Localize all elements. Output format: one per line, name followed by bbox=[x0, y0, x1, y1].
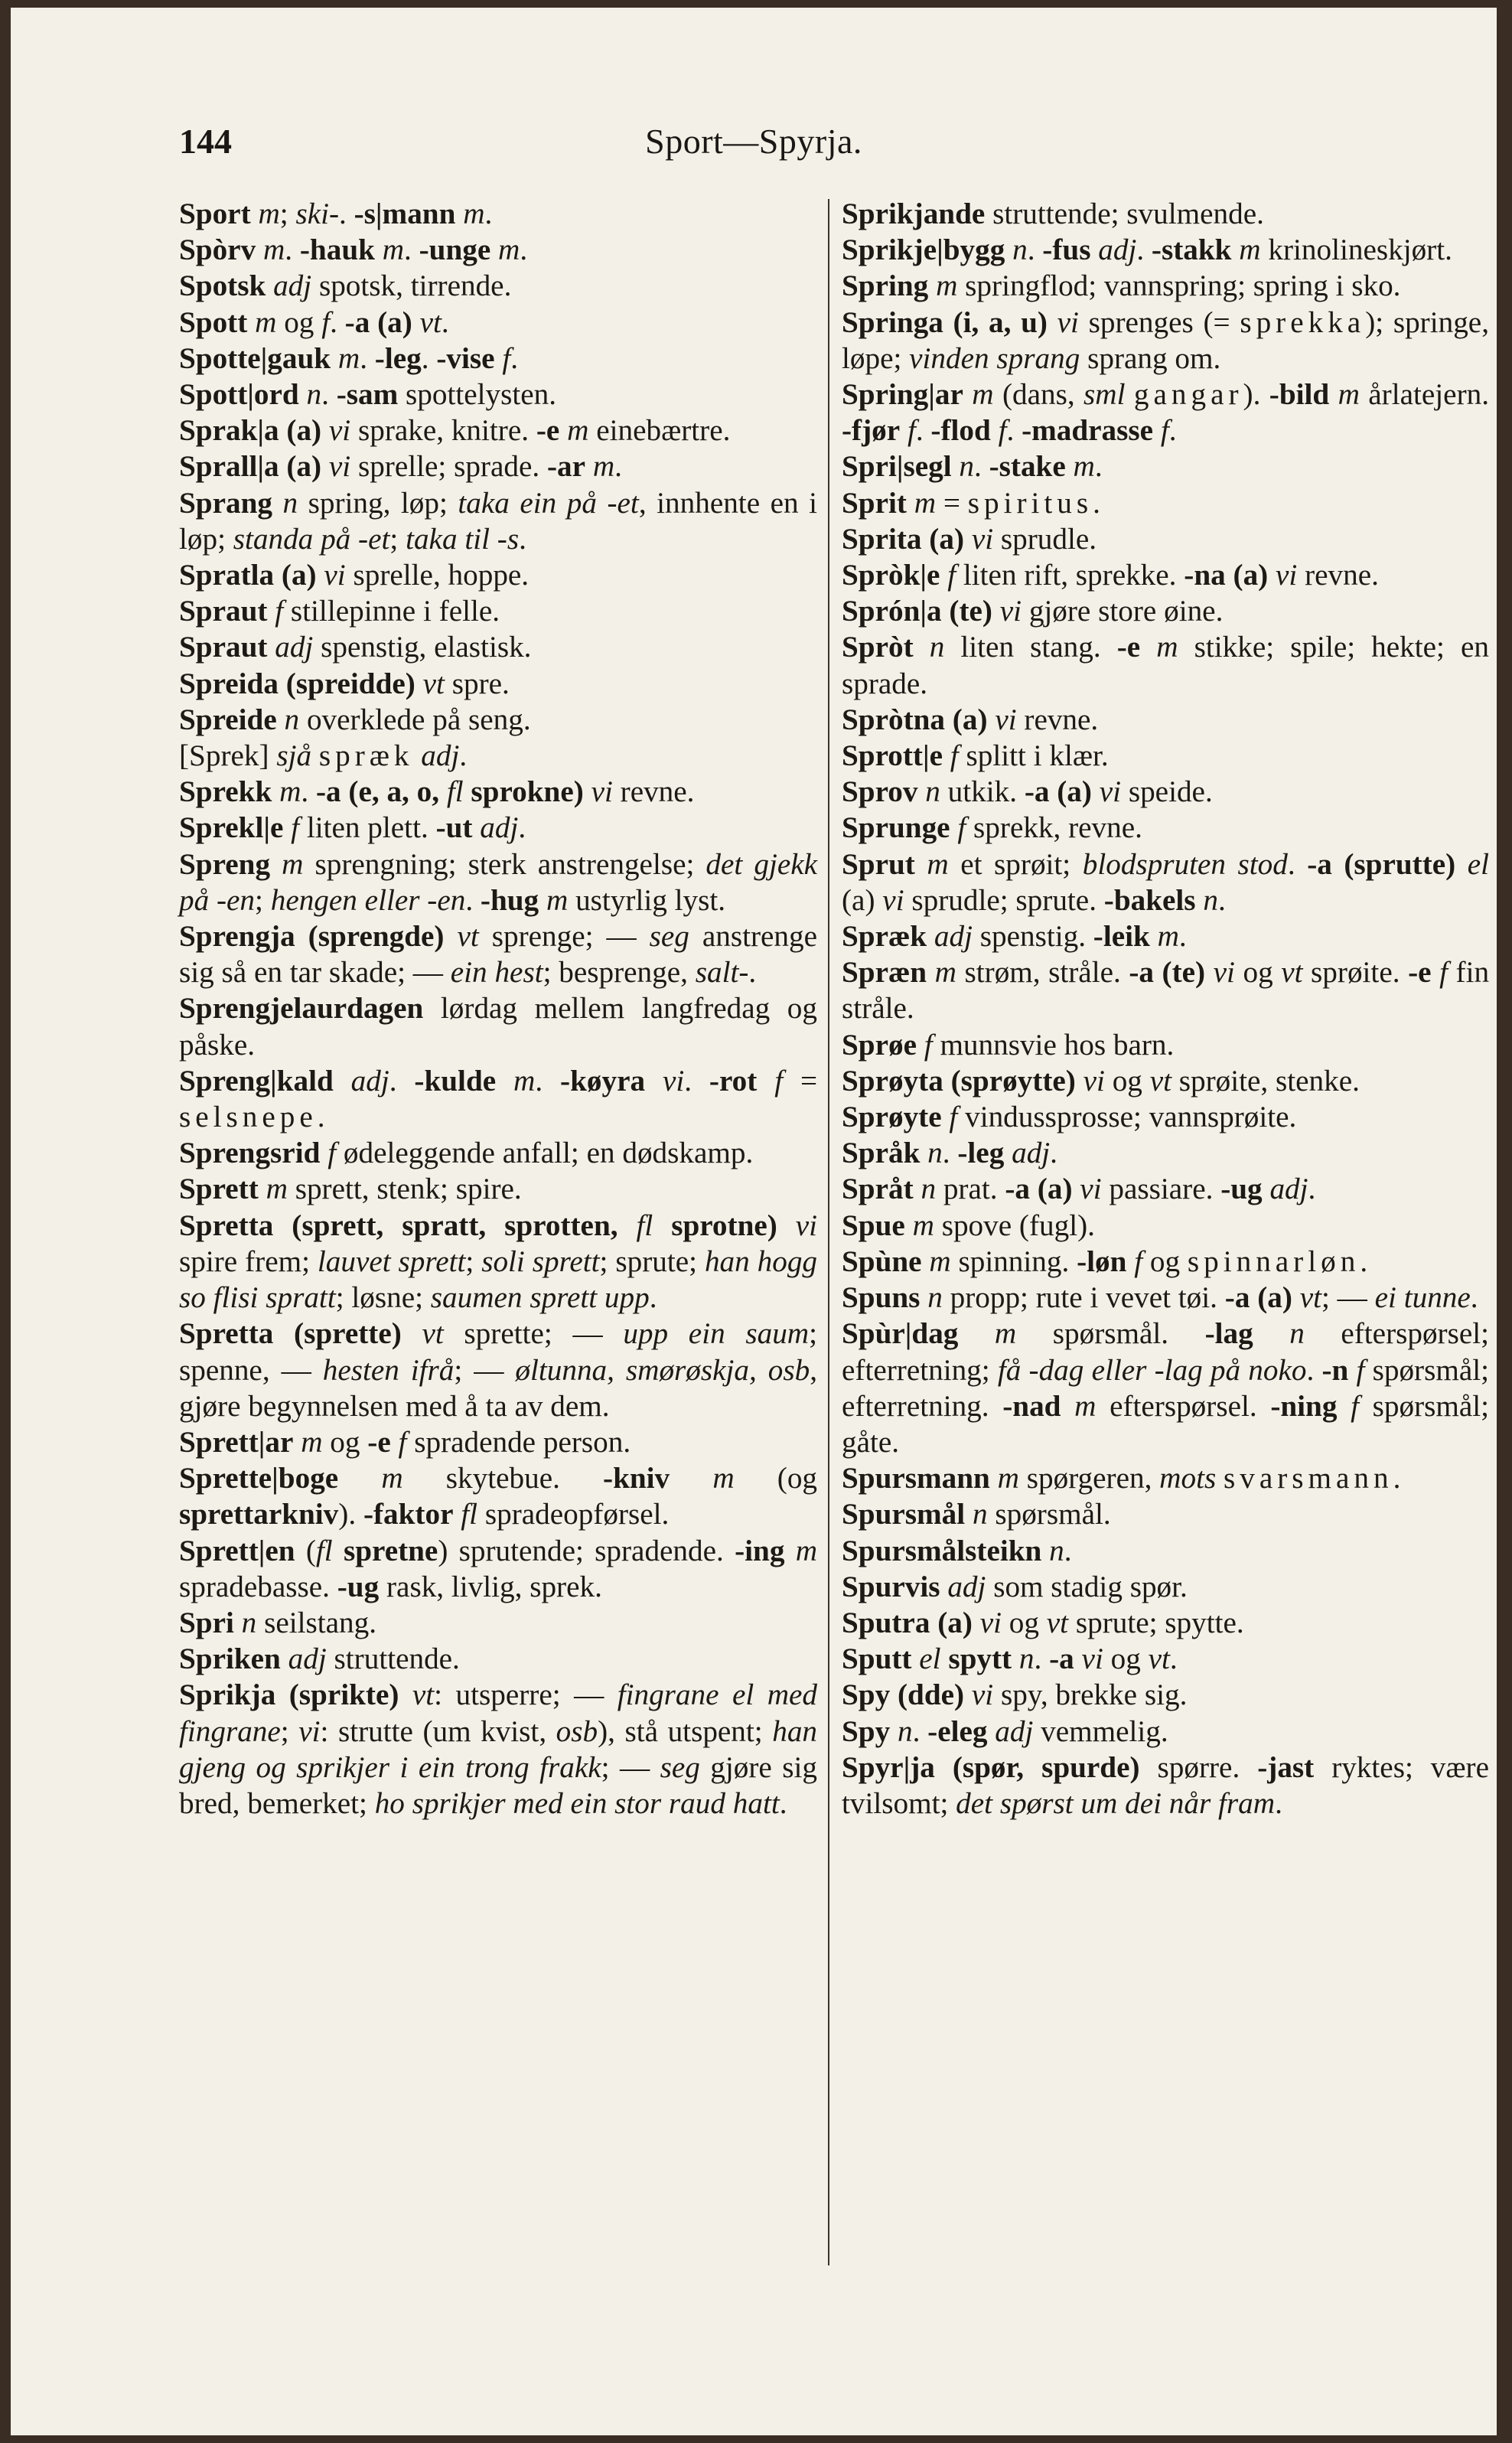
dictionary-entry: Sprøe f munnsvie hos barn. bbox=[842, 1028, 1175, 1062]
dictionary-entry: Sprott|e f splitt i klær. bbox=[842, 739, 1109, 773]
dictionary-entry: Sprita (a) vi sprudle. bbox=[842, 522, 1097, 556]
dictionary-entry: Sprett|en (fl spretne) sprutende; spradende. -ing m spradebasse. -ug rask, livlig, sprek. bbox=[179, 1534, 817, 1603]
page-header bbox=[11, 121, 1497, 174]
dictionary-entry: Spurvis adj som stadig spør. bbox=[842, 1570, 1188, 1603]
dictionary-entry: Sprall|a (a) vi sprelle; sprade. -ar m. bbox=[179, 450, 622, 484]
dictionary-entry: Spy (dde) vi spy, brekke sig. bbox=[842, 1678, 1188, 1712]
dictionary-entry: Spròt n liten stang. -e m stikke; spile; hekte; en sprade. bbox=[842, 631, 1489, 700]
dictionary-entry: Spring|ar m (dans, sml gangar). -bild m årlatejern. -fjør f. -flod f. -madrasse f. bbox=[842, 378, 1490, 448]
dictionary-entry: Spri|segl n. -stake m. bbox=[842, 450, 1103, 484]
dictionary-entry: Spy n. -eleg adj vemmelig. bbox=[842, 1714, 1168, 1748]
dictionary-entry: Spraut adj spenstig, elastisk. bbox=[179, 631, 532, 664]
dictionary-page bbox=[11, 8, 1497, 2435]
dictionary-entry: Sprikje|bygg n. -fus adj. -stakk m krinolineskjørt. bbox=[842, 233, 1452, 267]
left-column bbox=[179, 196, 817, 1822]
dictionary-entry: Spretta (sprett, spratt, sprotten, fl sprotne) vi spire frem; lauvet sprett; soli sprett; sprute; han hogg so flisi spratt; løsne; saumen sprett upp. bbox=[179, 1208, 818, 1315]
dictionary-entry: Sprunge f sprekk, revne. bbox=[842, 811, 1142, 845]
dictionary-entry: Spratla (a) vi sprelle, hoppe. bbox=[179, 559, 530, 592]
dictionary-entry: Spott|ord n. -sam spottelysten. bbox=[179, 378, 557, 412]
dictionary-entry: Spursmål n spørsmål. bbox=[842, 1498, 1111, 1531]
dictionary-entry: Sputt el spytt n. -a vi og vt. bbox=[842, 1642, 1178, 1676]
dictionary-entry: Spreng m sprengning; sterk anstrengelse; det gjekk på -en; hengen eller -en. -hug m ustyrlig lyst. bbox=[179, 847, 818, 917]
dictionary-entry: Spriken adj struttende. bbox=[179, 1642, 460, 1676]
dictionary-entry: Spræn m strøm, stråle. -a (te) vi og vt sprøite. -e f fin stråle. bbox=[842, 956, 1490, 1026]
dictionary-entry: Spursmann m spørgeren, mots svarsmann. bbox=[842, 1462, 1401, 1495]
dictionary-entry: Sprengjelaurdagen lørdag mellem langfredag og påske. bbox=[179, 992, 817, 1062]
running-head: Sport—Spyrja. bbox=[645, 122, 862, 161]
dictionary-entry: Spring m springflod; vannspring; spring i sko. bbox=[842, 269, 1401, 303]
dictionary-entry: Spòrv m. -hauk m. -unge m. bbox=[179, 233, 528, 267]
dictionary-entry: Sprett m sprett, stenk; spire. bbox=[179, 1173, 522, 1206]
dictionary-entry: Sprut m et sprøit; blodspruten stod. -a (sprutte) el (a) vi sprudle; sprute. -bakels n. bbox=[842, 847, 1490, 917]
dictionary-entry: Sprit m = spiritus. bbox=[842, 486, 1100, 520]
dictionary-entry: Sprang n spring, løp; taka ein på -et, innhente en i løp; standa på -et; taka til -s. bbox=[179, 486, 818, 556]
dictionary-entry: Sprikja (sprikte) vt: utsperre; — fingrane el med fingrane; vi: strutte (um kvist, osb), stå utspent; han gjeng og sprikjer i ein trong frakk; — seg gjøre sig bred, bemerket; ho sprikjer med ein stor raud hatt. bbox=[179, 1678, 818, 1820]
dictionary-entry: [Sprek] sjå spræk adj. bbox=[179, 739, 468, 773]
column-divider bbox=[828, 199, 829, 2265]
dictionary-entry: Sprøyte f vindussprosse; vannsprøite. bbox=[842, 1101, 1297, 1134]
dictionary-entry: Spùr|dag m spørsmål. -lag n efterspørsel; efterretning; få -dag eller -lag på noko. -n f spørsmål; efterretning. -nad m efterspørsel. -ning f spørsmål; gåte. bbox=[842, 1317, 1490, 1459]
dictionary-entry: Sprette|boge m skytebue. -kniv m (og sprettarkniv). -faktor fl spradeopførsel. bbox=[179, 1462, 818, 1531]
dictionary-entry: Spue m spove (fugl). bbox=[842, 1208, 1095, 1242]
dictionary-entry: Spuns n propp; rute i vevet tøi. -a (a) vt; — ei tunne. bbox=[842, 1281, 1478, 1315]
dictionary-entry: Sprengja (sprengde) vt sprenge; — seg anstrenge sig så en tar skade; — ein hest; besprenge, salt-. bbox=[179, 920, 818, 990]
page-number: 144 bbox=[179, 122, 232, 161]
dictionary-entry: Spreide n overklede på seng. bbox=[179, 703, 531, 736]
dictionary-entry: Sprøyta (sprøytte) vi og vt sprøite, stenke. bbox=[842, 1064, 1360, 1098]
dictionary-entry: Spyr|ja (spør, spurde) spørre. -jast ryktes; være tvilsomt; det spørst um dei når fram. bbox=[842, 1750, 1489, 1820]
dictionary-entry: Sprón|a (te) vi gjøre store øine. bbox=[842, 595, 1224, 628]
right-column bbox=[842, 196, 1489, 1822]
dictionary-entry: Spotsk adj spotsk, tirrende. bbox=[179, 269, 512, 303]
dictionary-entry: Sprengsrid f ødeleggende anfall; en dødskamp. bbox=[179, 1137, 754, 1170]
dictionary-entry: Språk n. -leg adj. bbox=[842, 1137, 1057, 1170]
dictionary-entry: Spròtna (a) vi revne. bbox=[842, 703, 1099, 736]
dictionary-entry: Spùne m spinning. -løn f og spinnarløn. bbox=[842, 1244, 1368, 1278]
dictionary-entry: Sputra (a) vi og vt sprute; spytte. bbox=[842, 1606, 1244, 1639]
dictionary-entry: Spursmålsteikn n. bbox=[842, 1534, 1072, 1567]
dictionary-entry: Sprov n utkik. -a (a) vi speide. bbox=[842, 775, 1213, 809]
dictionary-entry: Sport m; ski-. -s|mann m. bbox=[179, 197, 493, 230]
dictionary-entry: Sprekl|e f liten plett. -ut adj. bbox=[179, 811, 526, 845]
dictionary-entry: Språt n prat. -a (a) vi passiare. -ug adj. bbox=[842, 1173, 1316, 1206]
dictionary-entry: Spreida (spreidde) vt spre. bbox=[179, 667, 510, 700]
dictionary-entry: Sprikjande struttende; svulmende. bbox=[842, 197, 1264, 230]
dictionary-entry: Spròk|e f liten rift, sprekke. -na (a) vi revne. bbox=[842, 559, 1379, 592]
dictionary-entry: Springa (i, a, u) vi sprenges (= sprekka); springe, løpe; vinden sprang sprang om. bbox=[842, 305, 1489, 375]
dictionary-entry: Spotte|gauk m. -leg. -vise f. bbox=[179, 341, 518, 375]
dictionary-entry: Spreng|kald adj. -kulde m. -køyra vi. -rot f = selsnepe. bbox=[179, 1064, 818, 1134]
dictionary-entry: Sprak|a (a) vi sprake, knitre. -e m einebærtre. bbox=[179, 414, 731, 448]
dictionary-entry: Spræk adj spenstig. -leik m. bbox=[842, 920, 1187, 954]
dictionary-entry: Spraut f stillepinne i felle. bbox=[179, 595, 500, 628]
dictionary-entry: Spretta (sprette) vt sprette; — upp ein saum; spenne, — hesten ifrå; — øltunna, smørøskja, osb, gjøre begynnelsen med å ta av dem. bbox=[179, 1317, 818, 1423]
dictionary-entry: Spott m og f. -a (a) vt. bbox=[179, 305, 449, 339]
dictionary-entry: Sprett|ar m og -e f spradende person. bbox=[179, 1425, 631, 1459]
dictionary-entry: Sprekk m. -a (e, a, o, fl sprokne) vi revne. bbox=[179, 775, 695, 809]
dictionary-entry: Spri n seilstang. bbox=[179, 1606, 376, 1639]
